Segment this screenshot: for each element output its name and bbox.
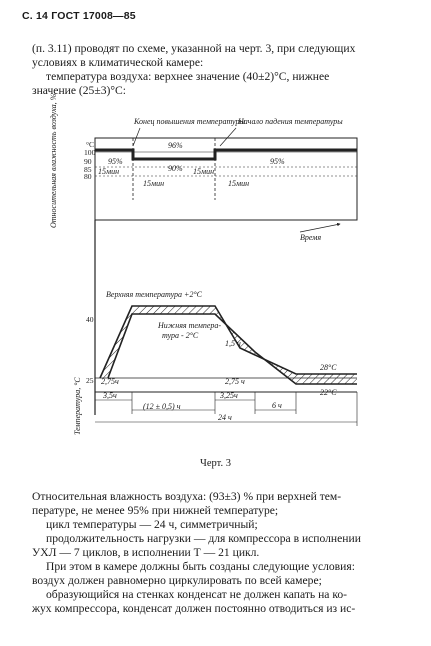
tick-85: 85 — [84, 165, 92, 174]
label-1-5h: 1,5 ч — [225, 339, 241, 348]
paragraph-line-1: (п. 3.11) проводят по схеме, указанной на черт. 3, при следующих — [32, 42, 356, 55]
tick-90: 90 — [84, 157, 92, 166]
body-line-4: продолжительность нагрузки — для компрессора в исполнении — [46, 532, 361, 545]
tick-100: 100 — [84, 148, 96, 157]
label-95a: 95% — [108, 157, 123, 166]
label-rise-end: Конец повышения температуры — [134, 117, 245, 126]
body-line-8: образующийся на стенках конденсат не должен капать на ко- — [46, 588, 348, 601]
label-24h: 24 ч — [218, 413, 232, 422]
label-12h: (12 ± 0,5) ч — [143, 402, 181, 411]
body-line-2: пературе, не менее 95% при нижней температуре; — [32, 504, 279, 517]
humidity-curve — [95, 150, 357, 159]
page-header: С. 14 ГОСТ 17008—85 — [22, 10, 136, 22]
tick-80: 80 — [84, 172, 92, 181]
label-2-75h-b: 2,75ч — [101, 377, 119, 386]
label-15min-4: 15мин — [228, 179, 250, 188]
upper-axis-title: Относительная влажность воздуха, % — [49, 93, 58, 228]
paragraph-line-2: условиях в климатической камере: — [32, 56, 204, 69]
body-line-9: жух компрессора, конденсат должен постоянно отводиться из ис- — [32, 602, 356, 615]
unit-label: °C — [86, 140, 95, 149]
label-22c: 22°С — [320, 388, 337, 397]
label-fall-start: Начало падения температуры — [238, 117, 343, 126]
time-label: Время — [300, 233, 322, 242]
paragraph-line-3: температура воздуха: верхнее значение (40±2)°С, нижнее — [46, 70, 330, 83]
body-line-3: цикл температуры — 24 ч, симметричный; — [46, 518, 258, 531]
label-lower-temp-1: Нижняя темпера- — [158, 321, 222, 330]
label-95b: 95% — [270, 157, 285, 166]
label-3-5h: 3,5ч — [103, 391, 117, 400]
body-line-7: воздух должен равномерно циркулировать по всей камере; — [32, 574, 322, 587]
label-90: 90% — [168, 164, 183, 173]
body-line-1: Относительная влажность воздуха: (93±3) % при верхней тем- — [32, 490, 342, 503]
label-lower-temp-2: тура - 2°С — [162, 331, 199, 340]
label-6h: 6 ч — [272, 401, 282, 410]
lower-axis-title: Температура, °С — [73, 377, 82, 435]
tick-25: 25 — [86, 376, 94, 385]
label-15min-3: 15мин — [143, 179, 165, 188]
label-15min-2: 15мин — [193, 167, 215, 176]
label-28c: 28°С — [320, 363, 337, 372]
paragraph-line-4: значение (25±3)°С: — [32, 84, 126, 97]
label-15min-1: 15мин — [98, 167, 120, 176]
label-2-75h-a: 2,75 ч — [225, 377, 245, 386]
body-line-6: При этом в камере должны быть созданы следующие условия: — [46, 560, 355, 573]
label-upper-temp: Верхняя температура +2°С — [106, 290, 202, 299]
label-3-25h: 3,25ч — [220, 391, 238, 400]
label-96: 96% — [168, 141, 183, 150]
figure-caption: Черт. 3 — [200, 458, 231, 469]
tick-40: 40 — [86, 315, 94, 324]
body-line-5: УХЛ — 7 циклов, в исполнении Т — 21 цикл. — [32, 546, 260, 559]
